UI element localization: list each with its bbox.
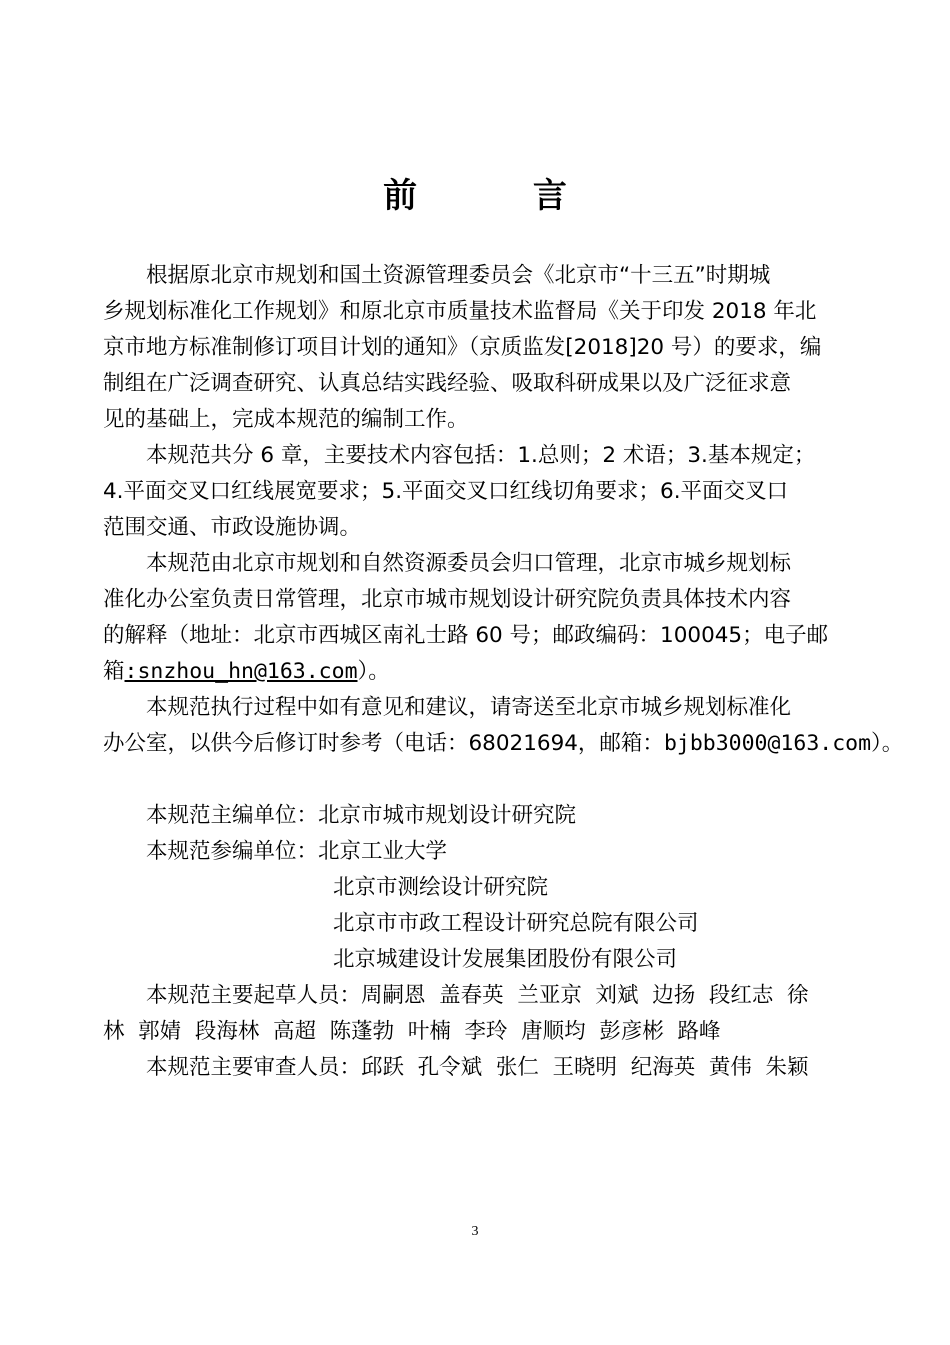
paragraph-basis: [103, 258, 847, 438]
text-line: 本规范由北京市规划和自然资源委员会归口管理，北京市城乡规划标: [146, 551, 792, 576]
chief-unit-label: 本规范主编单位：: [146, 803, 319, 828]
participating-unit-name: 北京市市政工程设计研究总院有限公司: [333, 911, 699, 936]
text-fragment: ）。: [871, 731, 904, 756]
text-line: [103, 654, 847, 690]
text-line: 本规范共分 6 章，主要技术内容包括：1.总则；2 术语；3.基本规定；: [146, 443, 816, 468]
page-number: 3: [471, 1224, 479, 1239]
text-fragment: 办公室，以供今后修订时参考（电话：68021694，邮箱：: [103, 731, 664, 756]
chief-unit-name: 北京市城市规划设计研究院: [318, 803, 577, 828]
reviewers-names: 邱跃 孔令斌 张仁 王晓明 纪海英 黄伟 朱颖: [361, 1055, 809, 1080]
text-line: 根据原北京市规划和国土资源管理委员会《北京市“十三五”时期城: [146, 263, 771, 288]
paragraph-management: [103, 546, 847, 690]
text-line: 京市地方标准制修订项目计划的通知》（京质监发[2018]20 号）的要求，编: [103, 335, 822, 360]
participating-units: [103, 834, 847, 870]
text-line: [103, 978, 847, 1014]
text-line: 制组在广泛调查研究、认真总结实践经验、吸取科研成果以及广泛征求意: [103, 371, 792, 396]
reviewers: [103, 1050, 847, 1086]
text-line: 范围交通、市政设施协调。: [103, 515, 362, 540]
text-fragment: ）。: [357, 659, 390, 684]
text-line: 乡规划标准化工作规划》和原北京市质量技术监督局《关于印发 2018 年北: [103, 299, 817, 324]
text-line: 的解释（地址：北京市西城区南礼士路 60 号；邮政编码：100045；电子邮: [103, 623, 829, 648]
email-link[interactable]: bjbb3000@163.com: [663, 731, 872, 756]
text-line: 见的基础上，完成本规范的编制工作。: [103, 407, 469, 432]
spacer: [103, 762, 847, 798]
text-line: [103, 1050, 847, 1086]
drafters: [103, 978, 847, 1050]
paragraph-contents: [103, 438, 847, 546]
email-link[interactable]: :snzhou_hn@163.com: [124, 659, 358, 684]
preface-body: [103, 258, 904, 1086]
text-fragment: 箱: [103, 659, 125, 684]
drafters-label: 本规范主要起草人员：: [146, 983, 362, 1008]
participating-unit-name: 北京城建设计发展集团股份有限公司: [333, 947, 678, 972]
text-line: 4.平面交叉口红线展宽要求；5.平面交叉口红线切角要求；6.平面交叉口: [103, 479, 789, 504]
chief-unit: [103, 798, 847, 834]
participating-unit-name: 北京工业大学: [318, 839, 448, 864]
drafters-names: 林 郭婧 段海林 高超 陈蓬勃 叶楠 李玲 唐顺均 彭彦彬 路峰: [103, 1019, 721, 1044]
text-line: 本规范执行过程中如有意见和建议，请寄送至北京市城乡规划标准化: [146, 695, 792, 720]
drafters-names: 周嗣恩 盖春英 兰亚京 刘斌 边扬 段红志 徐: [361, 983, 809, 1008]
text-line: [103, 726, 904, 762]
reviewers-label: 本规范主要审查人员：: [146, 1055, 362, 1080]
page-title: 前 言: [383, 176, 619, 216]
participating-unit-label: 本规范参编单位：: [146, 839, 319, 864]
participating-unit-name: 北京市测绘设计研究院: [333, 875, 549, 900]
text-line: 准化办公室负责日常管理，北京市城市规划设计研究院负责具体技术内容: [103, 587, 792, 612]
paragraph-feedback: [103, 690, 904, 762]
